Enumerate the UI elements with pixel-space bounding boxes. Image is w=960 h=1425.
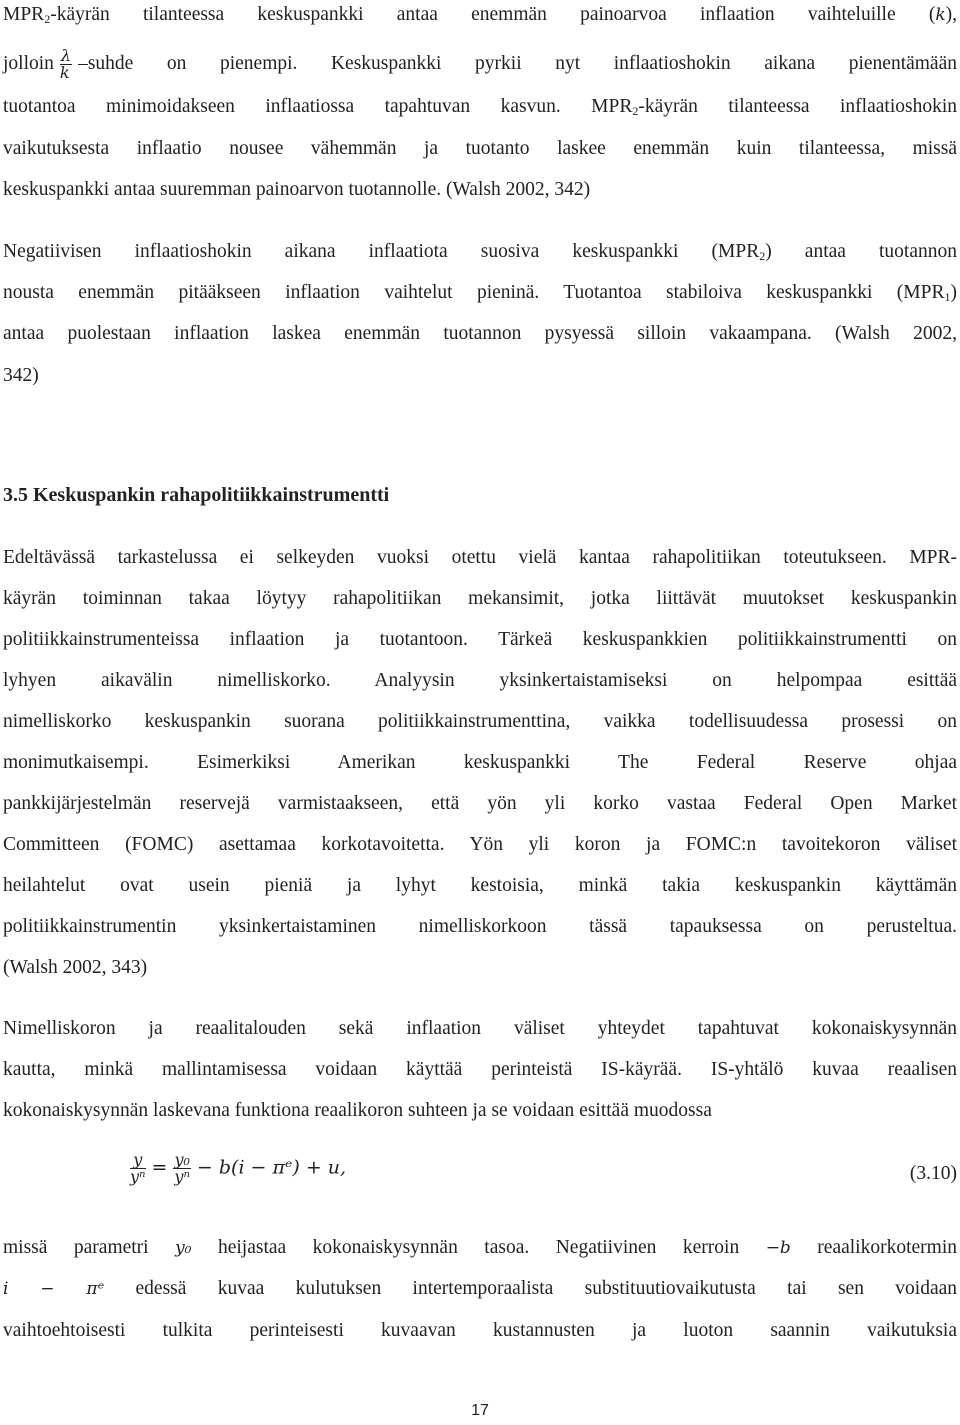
text-run: -käyrän tilanteessa keskuspankki antaa enemmän painoarvoa inflaation vaihteluille (: [50, 4, 936, 25]
subscript: 2: [759, 249, 766, 263]
paragraph-3-line-3: politiikkainstrumenteissa inflaation ja tuotantoon. Tärkeä keskuspankkien politiikkainstrumentti on: [3, 629, 957, 650]
math-variable: −b: [765, 1238, 791, 1258]
paragraph-4-line-2: kautta, minkä mallintamisessa voidaan käyttää perinteistä IS-käyrää. IS-yhtälö kuvaa reaalisen: [3, 1059, 957, 1080]
paragraph-4-line-1: Nimelliskoron ja reaalitalouden sekä inflaation väliset yhteydet tapahtuvat kokonaiskysynnän: [3, 1018, 957, 1039]
fraction-denominator: yⁿ: [130, 1167, 146, 1186]
paragraph-5-line-2: [3, 1277, 957, 1301]
paragraph-1-line-3: [3, 95, 957, 119]
lambda-over-k-fraction: [60, 48, 72, 81]
paragraph-3-line-1: Edeltävässä tarkastelussa ei selkeyden vuoksi otettu vielä kantaa rahapolitiikan toteutukseen. MPR-: [3, 547, 957, 568]
paragraph-1-line-2: [3, 48, 957, 81]
math-variable: y₀: [175, 1238, 192, 1258]
text-run: nousta enemmän pitääkseen inflaation vaihtelut pieninä. Tuotantoa stabiloiva keskuspankki (MPR: [3, 282, 945, 303]
paragraph-3-line-4: lyhyen aikavälin nimelliskorko. Analyysin yksinkertaistamiseksi on helpompaa esittää: [3, 670, 957, 691]
text-run: MPR: [3, 4, 45, 25]
paragraph-1-line-1: [3, 3, 957, 27]
text-run: tuotantoa minimoidakseen inflaatiossa tapahtuvan kasvun. MPR: [3, 96, 633, 117]
paragraph-2-line-2: [3, 281, 957, 305]
equation-rhs-fraction: [173, 1152, 190, 1185]
paragraph-3-line-9: heilahtelut ovat usein pieniä ja lyhyt kestoisia, minkä takia keskuspankin käyttämän: [3, 875, 957, 896]
paragraph-3-line-7: pankkijärjestelmän reservejä varmistaakseen, että yön yli korko vastaa Federal Open Market: [3, 793, 957, 814]
text-run: –suhde on pienempi. Keskuspankki pyrkii nyt inflaatioshokin aikana pienentämään: [78, 52, 957, 74]
text-run: ) antaa tuotannon: [765, 241, 957, 262]
fraction-numerator: y₀: [174, 1150, 190, 1169]
equation-number: (3.10): [909, 1163, 957, 1184]
paragraph-3-line-8: Committeen (FOMC) asettamaa korkotavoitetta. Yön yli koron ja FOMC:n tavoitekoron väliset: [3, 834, 957, 855]
text-run: -käyrän tilanteessa inflaatioshokin: [638, 96, 957, 117]
equation-rest: − b(i − πᵉ) + u,: [196, 1156, 347, 1179]
text-run: edessä kuvaa kulutuksen intertemporaalista substituutiovaikutusta tai sen voidaan: [135, 1278, 958, 1299]
paragraph-3-line-5: nimelliskorko keskuspankin suorana politiikkainstrumenttina, vaikka todellisuudessa prosessi on: [3, 711, 957, 732]
paragraph-2-line-1: [3, 240, 957, 264]
paragraph-3-line-10: politiikkainstrumentin yksinkertaistaminen nimelliskorkoon tässä tapauksessa on perusteltua.: [3, 916, 957, 937]
text-run: jolloin: [3, 52, 54, 74]
math-variable: k: [935, 5, 946, 25]
text-run: Negatiivisen inflaatioshokin aikana inflaatiota suosiva keskuspankki (MPR: [3, 241, 760, 262]
paragraph-2-line-3: antaa puolestaan inflaation laskea enemmän tuotannon pysyessä silloin vakaampana. (Walsh 2002,: [3, 323, 957, 344]
subscript: 2: [44, 12, 51, 26]
equation-lhs-fraction: [130, 1152, 146, 1185]
paragraph-3-line-11: (Walsh 2002, 343): [3, 957, 148, 978]
text-run: ),: [945, 4, 957, 25]
fraction-denominator: k: [59, 63, 70, 82]
page-number: 17: [471, 1402, 489, 1419]
subscript: 2: [632, 104, 639, 118]
math-expression: i − πᵉ: [3, 1279, 105, 1299]
text-run: reaalikorkotermin: [790, 1237, 957, 1258]
paragraph-4-line-3: kokonaiskysynnän laskevana funktiona reaalikoron suhteen ja se voidaan esittää muodossa: [3, 1100, 712, 1121]
paragraph-1-line-5: keskuspankki antaa suuremman painoarvon tuotannolle. (Walsh 2002, 342): [3, 179, 591, 200]
is-equation: [130, 1152, 346, 1185]
fraction-denominator: yⁿ: [174, 1167, 190, 1186]
section-heading: 3.5 Keskuspankin rahapolitiikkainstrumentti: [3, 484, 390, 506]
subscript: 1: [944, 290, 951, 304]
paragraph-3-line-6: monimutkaisempi. Esimerkiksi Amerikan keskuspankki The Federal Reserve ohjaa: [3, 752, 957, 773]
paragraph-2-line-4: 342): [3, 365, 39, 386]
text-run: heijastaa kokonaiskysynnän tasoa. Negatiivinen kerroin: [191, 1237, 766, 1258]
text-run: missä parametri: [3, 1237, 176, 1258]
paragraph-3-line-2: käyrän toiminnan takaa löytyy rahapolitiikan mekansimit, jotka liittävät muutokset keskuspankin: [3, 588, 957, 609]
paragraph-5-line-1: [3, 1236, 957, 1260]
text-run: ): [950, 282, 957, 303]
equals-sign: =: [151, 1156, 168, 1179]
paragraph-5-line-3: vaihtoehtoisesti tulkita perinteisesti kuvaavan kustannusten ja luoton saannin vaikutuksia: [3, 1320, 957, 1341]
paragraph-1-line-4: vaikutuksesta inflaatio nousee vähemmän ja tuotanto laskee enemmän kuin tilanteessa, missä: [3, 138, 957, 159]
fraction-numerator: y: [130, 1152, 146, 1169]
fraction-numerator: λ: [60, 46, 72, 65]
